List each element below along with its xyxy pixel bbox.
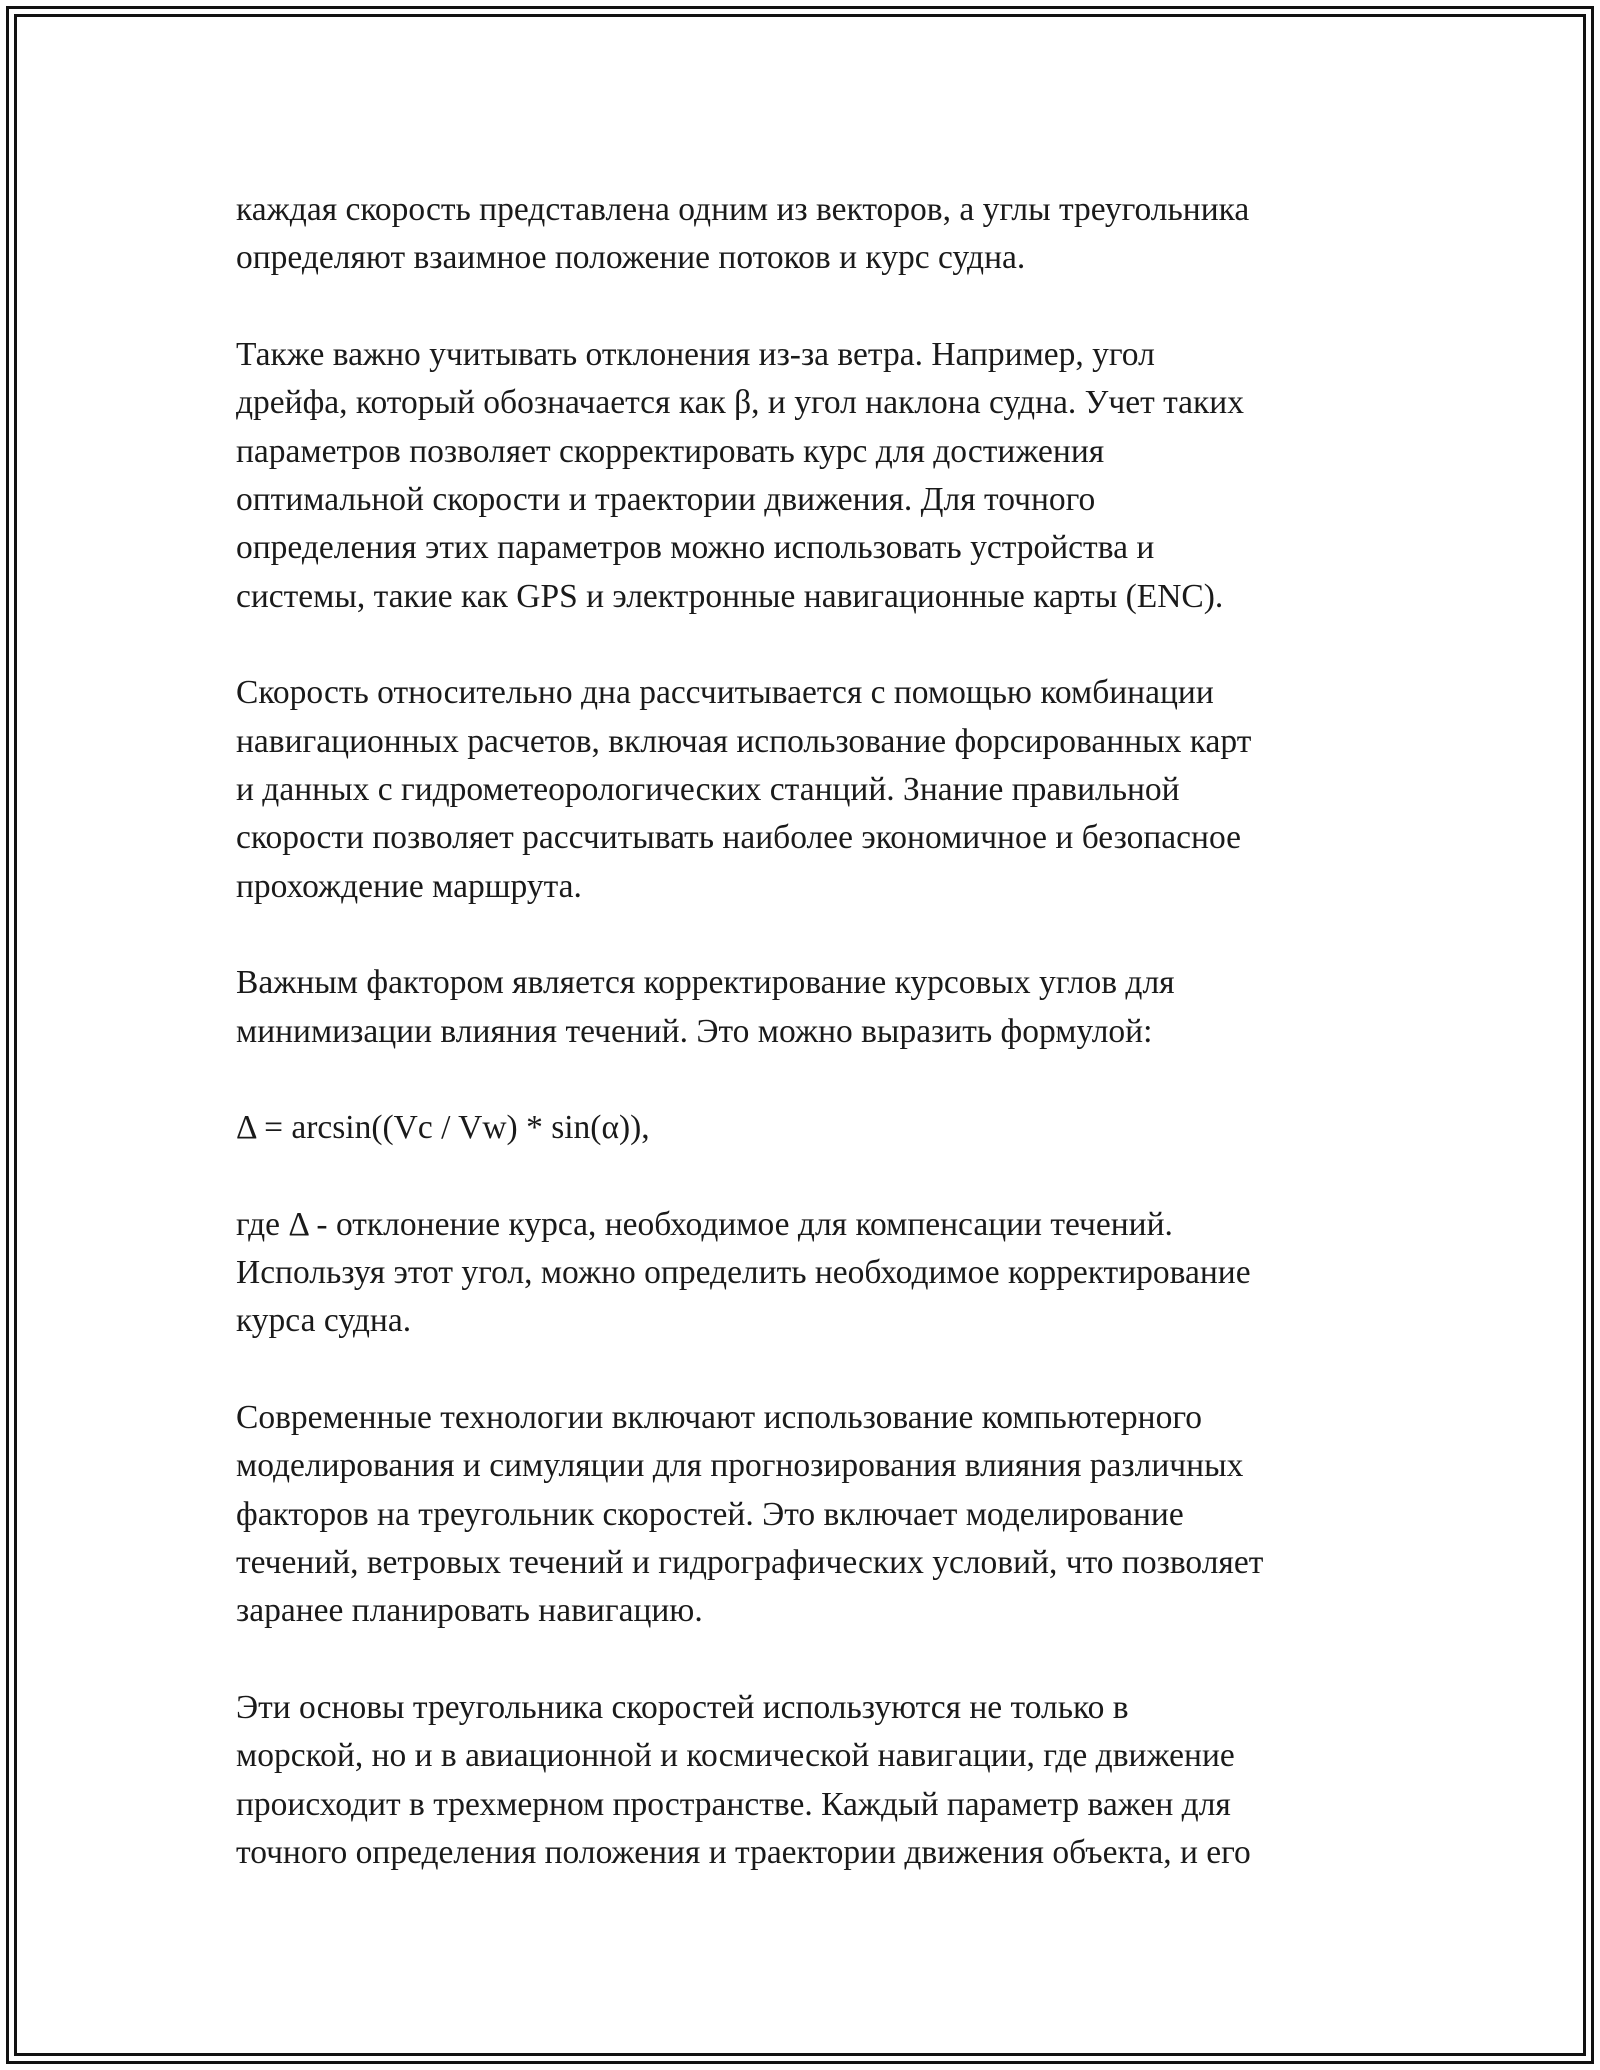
paragraph-modern-technologies: Современные технологии включают использование компьютерного моделирования и симуляции для прогнозирования влияния различных факторов на треугольник скоростей. Это включает моделирование течений, ветровых течений и гидрографических условий, что позволяет заранее планировать навигацию. (236, 1398, 1264, 1630)
paragraph-speed-over-ground: Скорость относительно дна рассчитывается с помощью комбинации навигационных расчетов, включая использование форсированных карт и данных с гидрометеорологических станций. Знание правильной скорости позволяет рассчитывать наиболее экономичное и безопасное прохождение маршрута. (236, 674, 1252, 905)
page-content (236, 186, 1366, 1877)
paragraph-wind-drift: Также важно учитывать отклонения из-за ветра. Например, угол дрейфа, который обозначается как β, и угол наклона судна. Учет таких параметров позволяет скорректировать курс для достижения оптимальной скорости и траектории движения. Для точного определения этих параметров можно использовать устройства и системы, такие как GPS и электронные навигационные карты (ENC). (236, 335, 1244, 615)
formula: Δ = arcsin((Vc / Vw) * sin(α)), (236, 1109, 650, 1147)
paragraph-course-correction: Важным фактором является корректирование курсовых углов для минимизации влияния течений. Это можно выразить формулой: (236, 964, 1175, 1050)
paragraph-formula-explanation: где Δ - отклонение курса, необходимое для компенсации течений. Используя этот угол, можно определить необходимое корректирование курса судна. (236, 1205, 1251, 1340)
paragraph-velocity-vectors: каждая скорость представлена одним из векторов, а углы треугольника определяют взаимное положение потоков и курс судна. (236, 191, 1250, 277)
paragraph-applications: Эти основы треугольника скоростей используются не только в морской, но и в авиационной и космической навигации, где движение происходит в трехмерном пространстве. Каждый параметр важен для точного определения положения и траектории движения объекта, и его (236, 1688, 1251, 1871)
